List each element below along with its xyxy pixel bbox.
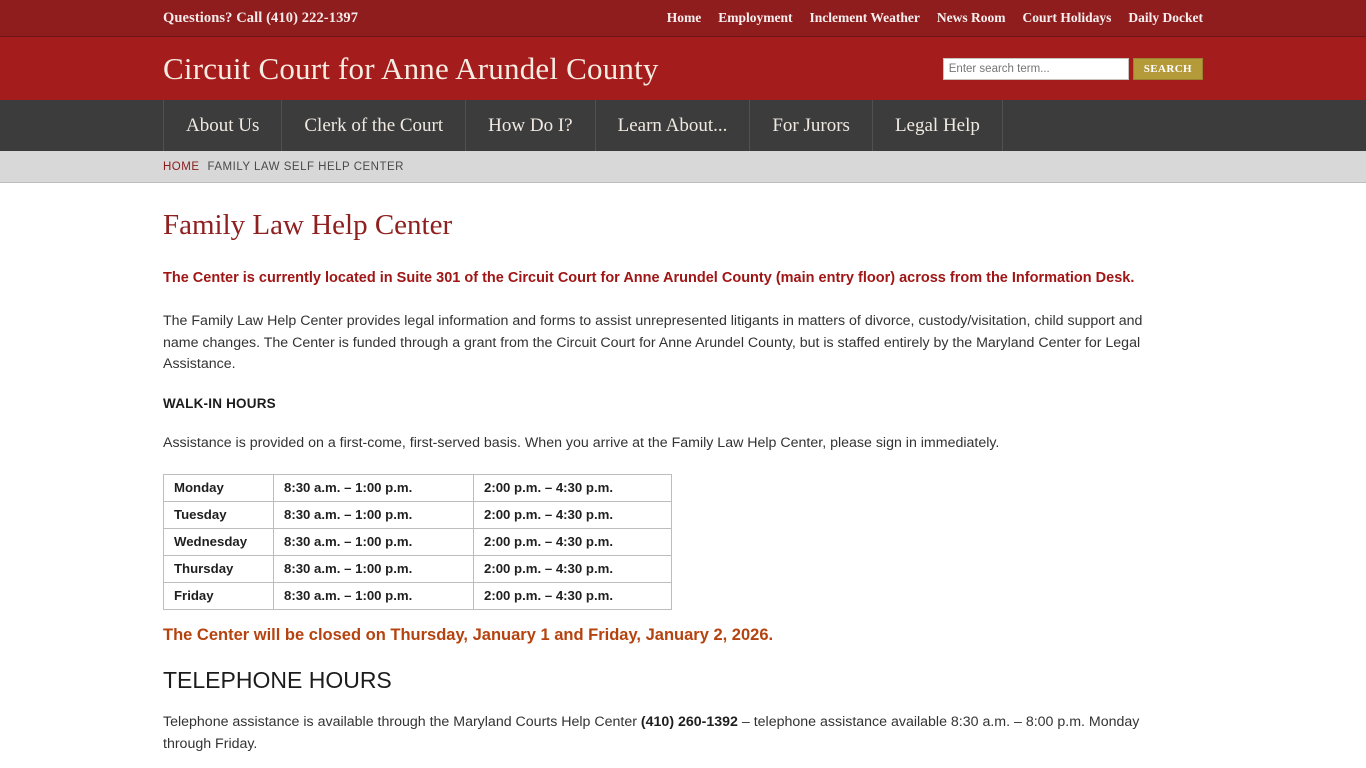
telephone-paragraph <box>163 712 1173 755</box>
search-input[interactable] <box>943 58 1129 80</box>
hours-afternoon: 2:00 p.m. – 4:30 p.m. <box>474 556 672 583</box>
hours-morning: 8:30 a.m. – 1:00 p.m. <box>274 583 474 610</box>
nav-item-clerk-of-the-court[interactable]: Clerk of the Court <box>282 100 466 151</box>
intro-paragraph: The Family Law Help Center provides legal information and forms to assist unrepresented litigants in matters of divorce, custody/visitation, child support and name changes. The Center is funded through a grant from the Circuit Court for Anne Arundel County, but is staffed entirely by the Maryland Center for Legal Assistance. <box>163 313 1143 372</box>
closure-notice: The Center will be closed on Thursday, January 1 and Friday, January 2, 2026. <box>163 626 774 644</box>
hours-day: Tuesday <box>164 502 274 529</box>
hours-morning: 8:30 a.m. – 1:00 p.m. <box>274 529 474 556</box>
table-row <box>164 556 672 583</box>
hours-day: Wednesday <box>164 529 274 556</box>
nav-item-for-jurors[interactable]: For Jurors <box>750 100 873 151</box>
page-title: Family Law Help Center <box>163 209 453 241</box>
hours-afternoon: 2:00 p.m. – 4:30 p.m. <box>474 583 672 610</box>
hours-afternoon: 2:00 p.m. – 4:30 p.m. <box>474 529 672 556</box>
utility-link-inclement-weather[interactable]: Inclement Weather <box>809 10 920 25</box>
telephone-text-before: Telephone assistance is available through the Maryland Courts Help Center <box>163 714 641 730</box>
breadcrumb <box>0 151 1366 183</box>
hours-afternoon: 2:00 p.m. – 4:30 p.m. <box>474 502 672 529</box>
nav-item-how-do-i[interactable]: How Do I? <box>466 100 595 151</box>
nav-item-legal-help[interactable]: Legal Help <box>873 100 1003 151</box>
hours-morning: 8:30 a.m. – 1:00 p.m. <box>274 556 474 583</box>
main-content <box>163 183 1203 755</box>
site-title[interactable]: Circuit Court for Anne Arundel County <box>163 51 659 86</box>
telephone-text-after: – telephone assistance available 8:30 a.m. – 8:00 p.m. Monday through Friday. <box>163 714 1140 752</box>
hours-day: Monday <box>164 475 274 502</box>
utility-link-employment[interactable]: Employment <box>718 10 793 25</box>
hours-morning: 8:30 a.m. – 1:00 p.m. <box>274 502 474 529</box>
walk-in-note: Assistance is provided on a first-come, first-served basis. When you arrive at the Family Law Help Center, please sign in immediately. <box>163 434 1000 451</box>
search-form <box>943 58 1203 80</box>
table-row <box>164 583 672 610</box>
breadcrumb-home[interactable]: HOME <box>163 161 200 173</box>
main-navigation <box>0 100 1366 151</box>
nav-item-about-us[interactable]: About Us <box>163 100 282 151</box>
utility-link-home[interactable]: Home <box>666 10 702 25</box>
phone-text: Questions? Call (410) 222-1397 <box>163 9 359 26</box>
nav-item-learn-about[interactable]: Learn About... <box>596 100 751 151</box>
utility-link-news-room[interactable]: News Room <box>936 10 1006 25</box>
table-row <box>164 475 672 502</box>
telephone-number[interactable]: (410) 260-1392 <box>640 714 738 730</box>
utility-link-daily-docket[interactable]: Daily Docket <box>1128 10 1203 25</box>
hours-day: Thursday <box>164 556 274 583</box>
utility-link-court-holidays[interactable]: Court Holidays <box>1022 10 1112 25</box>
breadcrumb-current: FAMILY LAW SELF HELP CENTER <box>207 161 404 173</box>
hours-day: Friday <box>164 583 274 610</box>
walk-in-hours-table <box>163 474 672 610</box>
utility-links <box>667 10 1203 26</box>
hours-morning: 8:30 a.m. – 1:00 p.m. <box>274 475 474 502</box>
walk-in-hours-heading: WALK-IN HOURS <box>163 395 276 411</box>
utility-bar <box>0 0 1366 36</box>
table-row <box>164 502 672 529</box>
location-alert: The Center is currently located in Suite 301 of the Circuit Court for Anne Arundel County (main entry floor) across from the Information Desk. <box>163 270 1135 286</box>
telephone-hours-heading: TELEPHONE HOURS <box>163 667 392 693</box>
hours-afternoon: 2:00 p.m. – 4:30 p.m. <box>474 475 672 502</box>
search-button[interactable]: SEARCH <box>1133 58 1203 80</box>
masthead <box>0 36 1366 100</box>
table-row <box>164 529 672 556</box>
